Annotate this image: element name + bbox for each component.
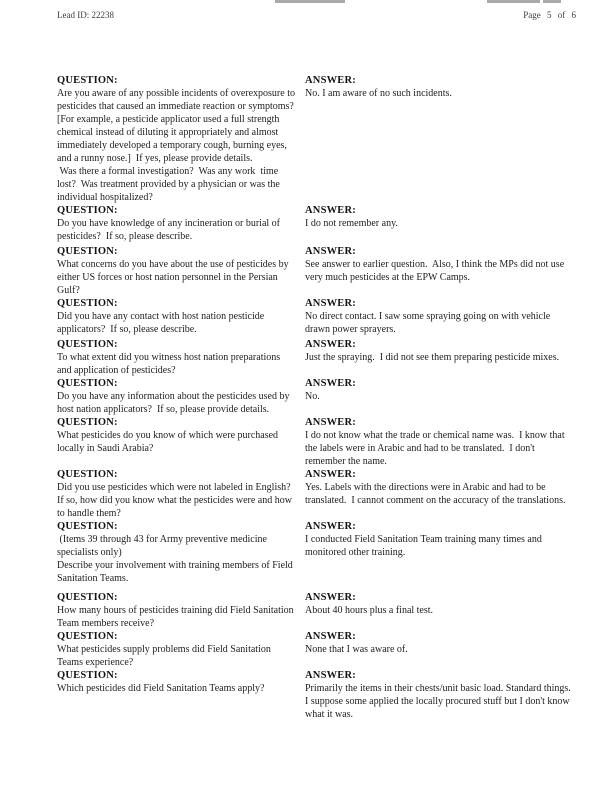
- question-text: What pesticides do you know of which were purchased locally in Saudi Arabia?: [57, 430, 281, 454]
- answer-text: Yes. Labels with the directions were in Arabic and had to be translated. I cannot comment on the accuracy of the translations.: [305, 482, 566, 506]
- answer-heading: ANSWER:: [305, 670, 356, 681]
- answer-cell: [305, 468, 576, 507]
- question-heading: QUESTION:: [57, 205, 118, 216]
- question-text: What pesticides supply problems did Field Sanitation Teams experience?: [57, 644, 274, 668]
- question-cell: [57, 468, 295, 520]
- answer-text: I do not remember any.: [305, 218, 398, 229]
- answer-text: None that I was aware of.: [305, 644, 408, 655]
- question-text: Which pesticides did Field Sanitation Teams apply?: [57, 683, 265, 694]
- qa-row: [57, 74, 576, 204]
- question-text: Describe your involvement with training members of Field Sanitation Teams.: [57, 560, 296, 584]
- question-text: How many hours of pesticides training did Field Sanitation Team members receive?: [57, 605, 296, 629]
- scan-artifact-mark: [543, 0, 561, 3]
- answer-heading: ANSWER:: [305, 246, 356, 257]
- answer-text: No.: [305, 391, 320, 402]
- answer-cell: [305, 338, 576, 364]
- answer-text: Primarily the items in their chests/unit basic load. Standard things. I suppose some applied the locally procured stuff but I don't know what it was.: [305, 683, 576, 720]
- qa-row: [57, 377, 576, 416]
- question-cell: [57, 297, 295, 336]
- answer-cell: [305, 297, 576, 336]
- question-text: Do you have knowledge of any incineration or burial of pesticides? If so, please describe.: [57, 218, 283, 242]
- question-text: To what extent did you witness host nation preparations and application of pesticides?: [57, 352, 283, 376]
- answer-heading: ANSWER:: [305, 75, 356, 86]
- qa-row: [57, 338, 576, 377]
- question-cell: [57, 377, 295, 416]
- qa-row: [57, 630, 576, 669]
- answer-cell: [305, 245, 576, 284]
- question-heading: QUESTION:: [57, 339, 118, 350]
- answer-heading: ANSWER:: [305, 592, 356, 603]
- page-number-label: Page 5 of 6: [523, 10, 576, 20]
- question-text: What concerns do you have about the use of pesticides by either US forces or host nation personnel in the Persian Gulf?: [57, 259, 292, 296]
- answer-text: About 40 hours plus a final test.: [305, 605, 434, 616]
- answer-text: I conducted Field Sanitation Team training many times and monitored other training.: [305, 534, 545, 558]
- answer-cell: [305, 204, 576, 230]
- answer-heading: ANSWER:: [305, 521, 356, 532]
- qa-row: [57, 204, 576, 243]
- scan-artifact-mark: [487, 0, 540, 3]
- question-text: (Items 39 through 43 for Army preventive medicine specialists only): [57, 534, 270, 558]
- question-text: Are you aware of any possible incidents of overexposure to pesticides that caused an immediate reaction or symptoms? [For example, a pesticide applicator used a full strength chemical instead of diluting it appropriately and almost immediately developed a temporary cough, burning eyes, and a runny nose.] If yes, please provide details.: [57, 88, 299, 164]
- qa-row: [57, 669, 576, 721]
- answer-cell: [305, 74, 576, 100]
- answer-heading: ANSWER:: [305, 469, 356, 480]
- question-heading: QUESTION:: [57, 631, 118, 642]
- question-cell: [57, 245, 295, 297]
- answer-heading: ANSWER:: [305, 339, 356, 350]
- answer-cell: [305, 591, 576, 617]
- answer-heading: ANSWER:: [305, 298, 356, 309]
- question-heading: QUESTION:: [57, 521, 118, 532]
- question-cell: [57, 74, 299, 204]
- question-heading: QUESTION:: [57, 592, 118, 603]
- answer-cell: [305, 630, 576, 656]
- question-heading: QUESTION:: [57, 417, 118, 428]
- scan-artifact-mark: [275, 0, 345, 3]
- question-heading: QUESTION:: [57, 469, 118, 480]
- qa-content: [57, 74, 576, 721]
- question-cell: [57, 338, 295, 377]
- answer-text: See answer to earlier question. Also, I think the MPs did not use very much pesticides at the EPW Camps.: [305, 259, 567, 283]
- answer-text: No direct contact. I saw some spraying going on with vehicle drawn power sprayers.: [305, 311, 553, 335]
- answer-heading: ANSWER:: [305, 205, 356, 216]
- qa-row: [57, 297, 576, 336]
- question-cell: [57, 630, 295, 669]
- answer-text: No. I am aware of no such incidents.: [305, 88, 452, 99]
- qa-row: [57, 468, 576, 520]
- question-cell: [57, 669, 295, 695]
- page-header: [57, 10, 576, 21]
- answer-text: I do not know what the trade or chemical name was. I know that the labels were in Arabic and had to be translated. I don't remember the name.: [305, 430, 568, 467]
- answer-cell: [305, 520, 576, 559]
- qa-row: [57, 245, 576, 297]
- question-heading: QUESTION:: [57, 298, 118, 309]
- answer-text: Just the spraying. I did not see them preparing pesticide mixes.: [305, 352, 560, 363]
- qa-row: [57, 416, 576, 468]
- question-heading: QUESTION:: [57, 246, 118, 257]
- question-heading: QUESTION:: [57, 378, 118, 389]
- answer-cell: [305, 669, 576, 721]
- question-cell: [57, 520, 295, 585]
- question-text: Did you use pesticides which were not labeled in English? If so, how did you know what the pesticides were and how to handle them?: [57, 482, 296, 519]
- answer-cell: [305, 377, 576, 403]
- question-cell: [57, 204, 295, 243]
- question-cell: [57, 591, 295, 630]
- qa-row: [57, 591, 576, 630]
- question-text: Was there a formal investigation? Was any work time lost? Was treatment provided by a physician or was the individual hospitalized?: [57, 166, 283, 203]
- question-text: Did you have any contact with host nation pesticide applicators? If so, please describe.: [57, 311, 267, 335]
- question-text: Do you have any information about the pesticides used by host nation applicators? If so, please provide details.: [57, 391, 292, 415]
- answer-heading: ANSWER:: [305, 378, 356, 389]
- answer-heading: ANSWER:: [305, 631, 356, 642]
- question-heading: QUESTION:: [57, 75, 118, 86]
- question-heading: QUESTION:: [57, 670, 118, 681]
- answer-cell: [305, 416, 576, 468]
- answer-heading: ANSWER:: [305, 417, 356, 428]
- lead-id-label: Lead ID: 22238: [57, 10, 114, 20]
- qa-row: [57, 520, 576, 585]
- question-cell: [57, 416, 295, 455]
